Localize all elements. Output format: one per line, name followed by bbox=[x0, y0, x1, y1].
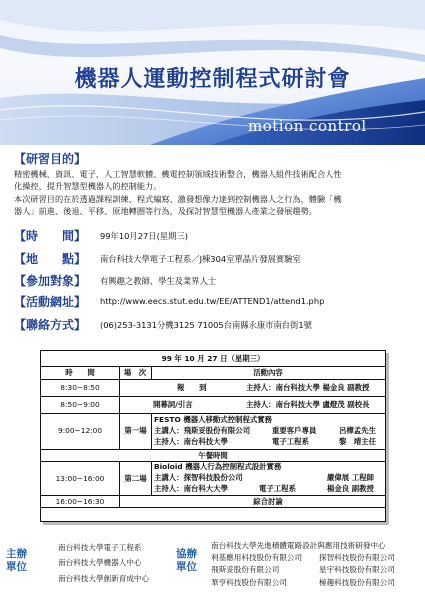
host-item: 南台科技大學電子工程系 bbox=[58, 543, 142, 552]
row-host-dept: 電子工程系 bbox=[272, 437, 309, 446]
info-label: 【參加對象】 bbox=[14, 274, 87, 288]
row-host: 主持人：南台科技大學 bbox=[154, 437, 228, 446]
row-topic: Bioloid 機器人行為控制程式設計實務 bbox=[154, 462, 282, 471]
schedule-table bbox=[40, 350, 386, 522]
row-time: 9:00~12:00 bbox=[57, 426, 103, 435]
co-organizer-item: 飛斯妥股份有限公司 bbox=[211, 565, 280, 574]
row-time: 13:00~16:00 bbox=[55, 474, 105, 483]
row-topic: FESTO 機器人移動式控制程式實務 bbox=[154, 415, 273, 424]
row-host: 主持人：南台科大大學 bbox=[154, 484, 228, 493]
purpose-paragraph bbox=[14, 168, 414, 218]
host-label: 主辦單位 bbox=[6, 548, 27, 573]
info-row-location bbox=[14, 250, 414, 266]
co-organizer-item: 華亨科技股份有限公司 bbox=[211, 578, 287, 587]
row-session: 第二場 bbox=[124, 474, 147, 483]
col-header-session: 場 次 bbox=[123, 368, 147, 377]
row-host: 主持人：南台科技大學 盧燈茂 副校長 bbox=[246, 400, 370, 409]
row-host: 主持人：南台科技大學 楊金良 副教授 bbox=[246, 383, 370, 392]
row-activity: 綜合討論 bbox=[253, 497, 283, 506]
row-host-dept: 電子工程系 bbox=[259, 484, 296, 493]
footer-organizers bbox=[0, 532, 425, 600]
row-speaker-title: 重要客戶專員 bbox=[272, 426, 317, 435]
co-organizer-label: 協辦單位 bbox=[176, 548, 197, 573]
row-time: 8:50~9:00 bbox=[60, 400, 100, 409]
page-title: 機器人運動控制程式研討會 bbox=[74, 67, 351, 92]
page-subtitle: motion control bbox=[248, 117, 367, 135]
co-organizer-item: 極趣科技股份有限公司 bbox=[319, 578, 395, 587]
row-activity: 開幕詞/引言 bbox=[153, 400, 193, 409]
col-header-content: 活動內容 bbox=[253, 368, 283, 377]
purpose-line: 精密機械、資訊、電子，人工智慧軟體、機電控制領域技術整合，機器人組件技術配合人性 bbox=[14, 169, 342, 179]
row-speaker-name: 呂樺孟先生 bbox=[339, 426, 376, 435]
row-host-name: 黎 靖主任 bbox=[339, 437, 376, 446]
co-organizer-item: 南台科技大學先進積體電路設計與應用技術研發中心 bbox=[211, 541, 386, 550]
co-organizer-item: 探智科技股份有限公司 bbox=[319, 553, 395, 562]
row-session: 第一場 bbox=[124, 426, 147, 435]
info-row-website bbox=[14, 293, 414, 309]
info-row-contact bbox=[14, 316, 414, 332]
info-value: (06)253-3131分機3125 71005台南縣永康市南台街1號 bbox=[100, 320, 312, 330]
row-speaker: 主講人：探智科技股份公司 bbox=[154, 473, 243, 482]
col-header-time: 時 間 bbox=[65, 368, 95, 377]
host-item: 南台科技大學機器人中心 bbox=[58, 558, 142, 567]
info-value: 南台科技大學電子工程系／J棟304室單晶片發展實驗室 bbox=[100, 254, 301, 264]
co-organizer-item: 利基應用科技股份有限公司 bbox=[211, 553, 303, 562]
info-value: 99年10月27日(星期三) bbox=[100, 231, 188, 241]
row-speaker-name: 嚴偉展 工程師 bbox=[327, 473, 374, 482]
row-time: 16:00~16:30 bbox=[55, 497, 105, 506]
host-item: 南台科技大學創新育成中心 bbox=[58, 574, 150, 583]
row-host-name: 楊金良 副教授 bbox=[327, 484, 374, 493]
purpose-line: 器人」前進、後退、平移、原地轉圈等行為，及探討智慧型機器人產業之發展趨勢。 bbox=[14, 206, 317, 217]
purpose-heading: 【研習目的】 bbox=[14, 152, 87, 166]
info-row-time bbox=[14, 227, 414, 243]
purpose-line: 化操控，提升智慧型機器人的控制能力。 bbox=[14, 181, 162, 192]
lunch-row: 午餐時間 bbox=[198, 451, 228, 460]
row-activity: 報 到 bbox=[177, 383, 207, 392]
row-speaker: 主講人：飛斯妥股份有限公司 bbox=[154, 426, 251, 435]
info-label: 【聯絡方式】 bbox=[14, 318, 87, 332]
header-banner bbox=[0, 0, 425, 145]
co-organizer-item: 星宇科技股份有限公司 bbox=[319, 565, 395, 574]
website-link[interactable]: http://www.eecs.stut.edu.tw/EE/ATTEND1/attend1.php bbox=[100, 296, 325, 306]
info-value: 有興趣之教師、學生及業界人士 bbox=[100, 276, 217, 286]
info-label: 【活動網址】 bbox=[14, 295, 87, 309]
info-label: 【時 間】 bbox=[14, 229, 87, 243]
info-label: 【地 點】 bbox=[14, 252, 87, 266]
info-row-audience bbox=[14, 272, 414, 288]
row-time: 8:30~8:50 bbox=[60, 383, 100, 392]
purpose-line: 本次研習目的在於透過課程訓練、程式編寫、激發想像力達到控制機器人之行為，體驗「機 bbox=[14, 193, 342, 204]
schedule-date: 99 年 10 月 27 日（星期三） bbox=[161, 354, 265, 363]
